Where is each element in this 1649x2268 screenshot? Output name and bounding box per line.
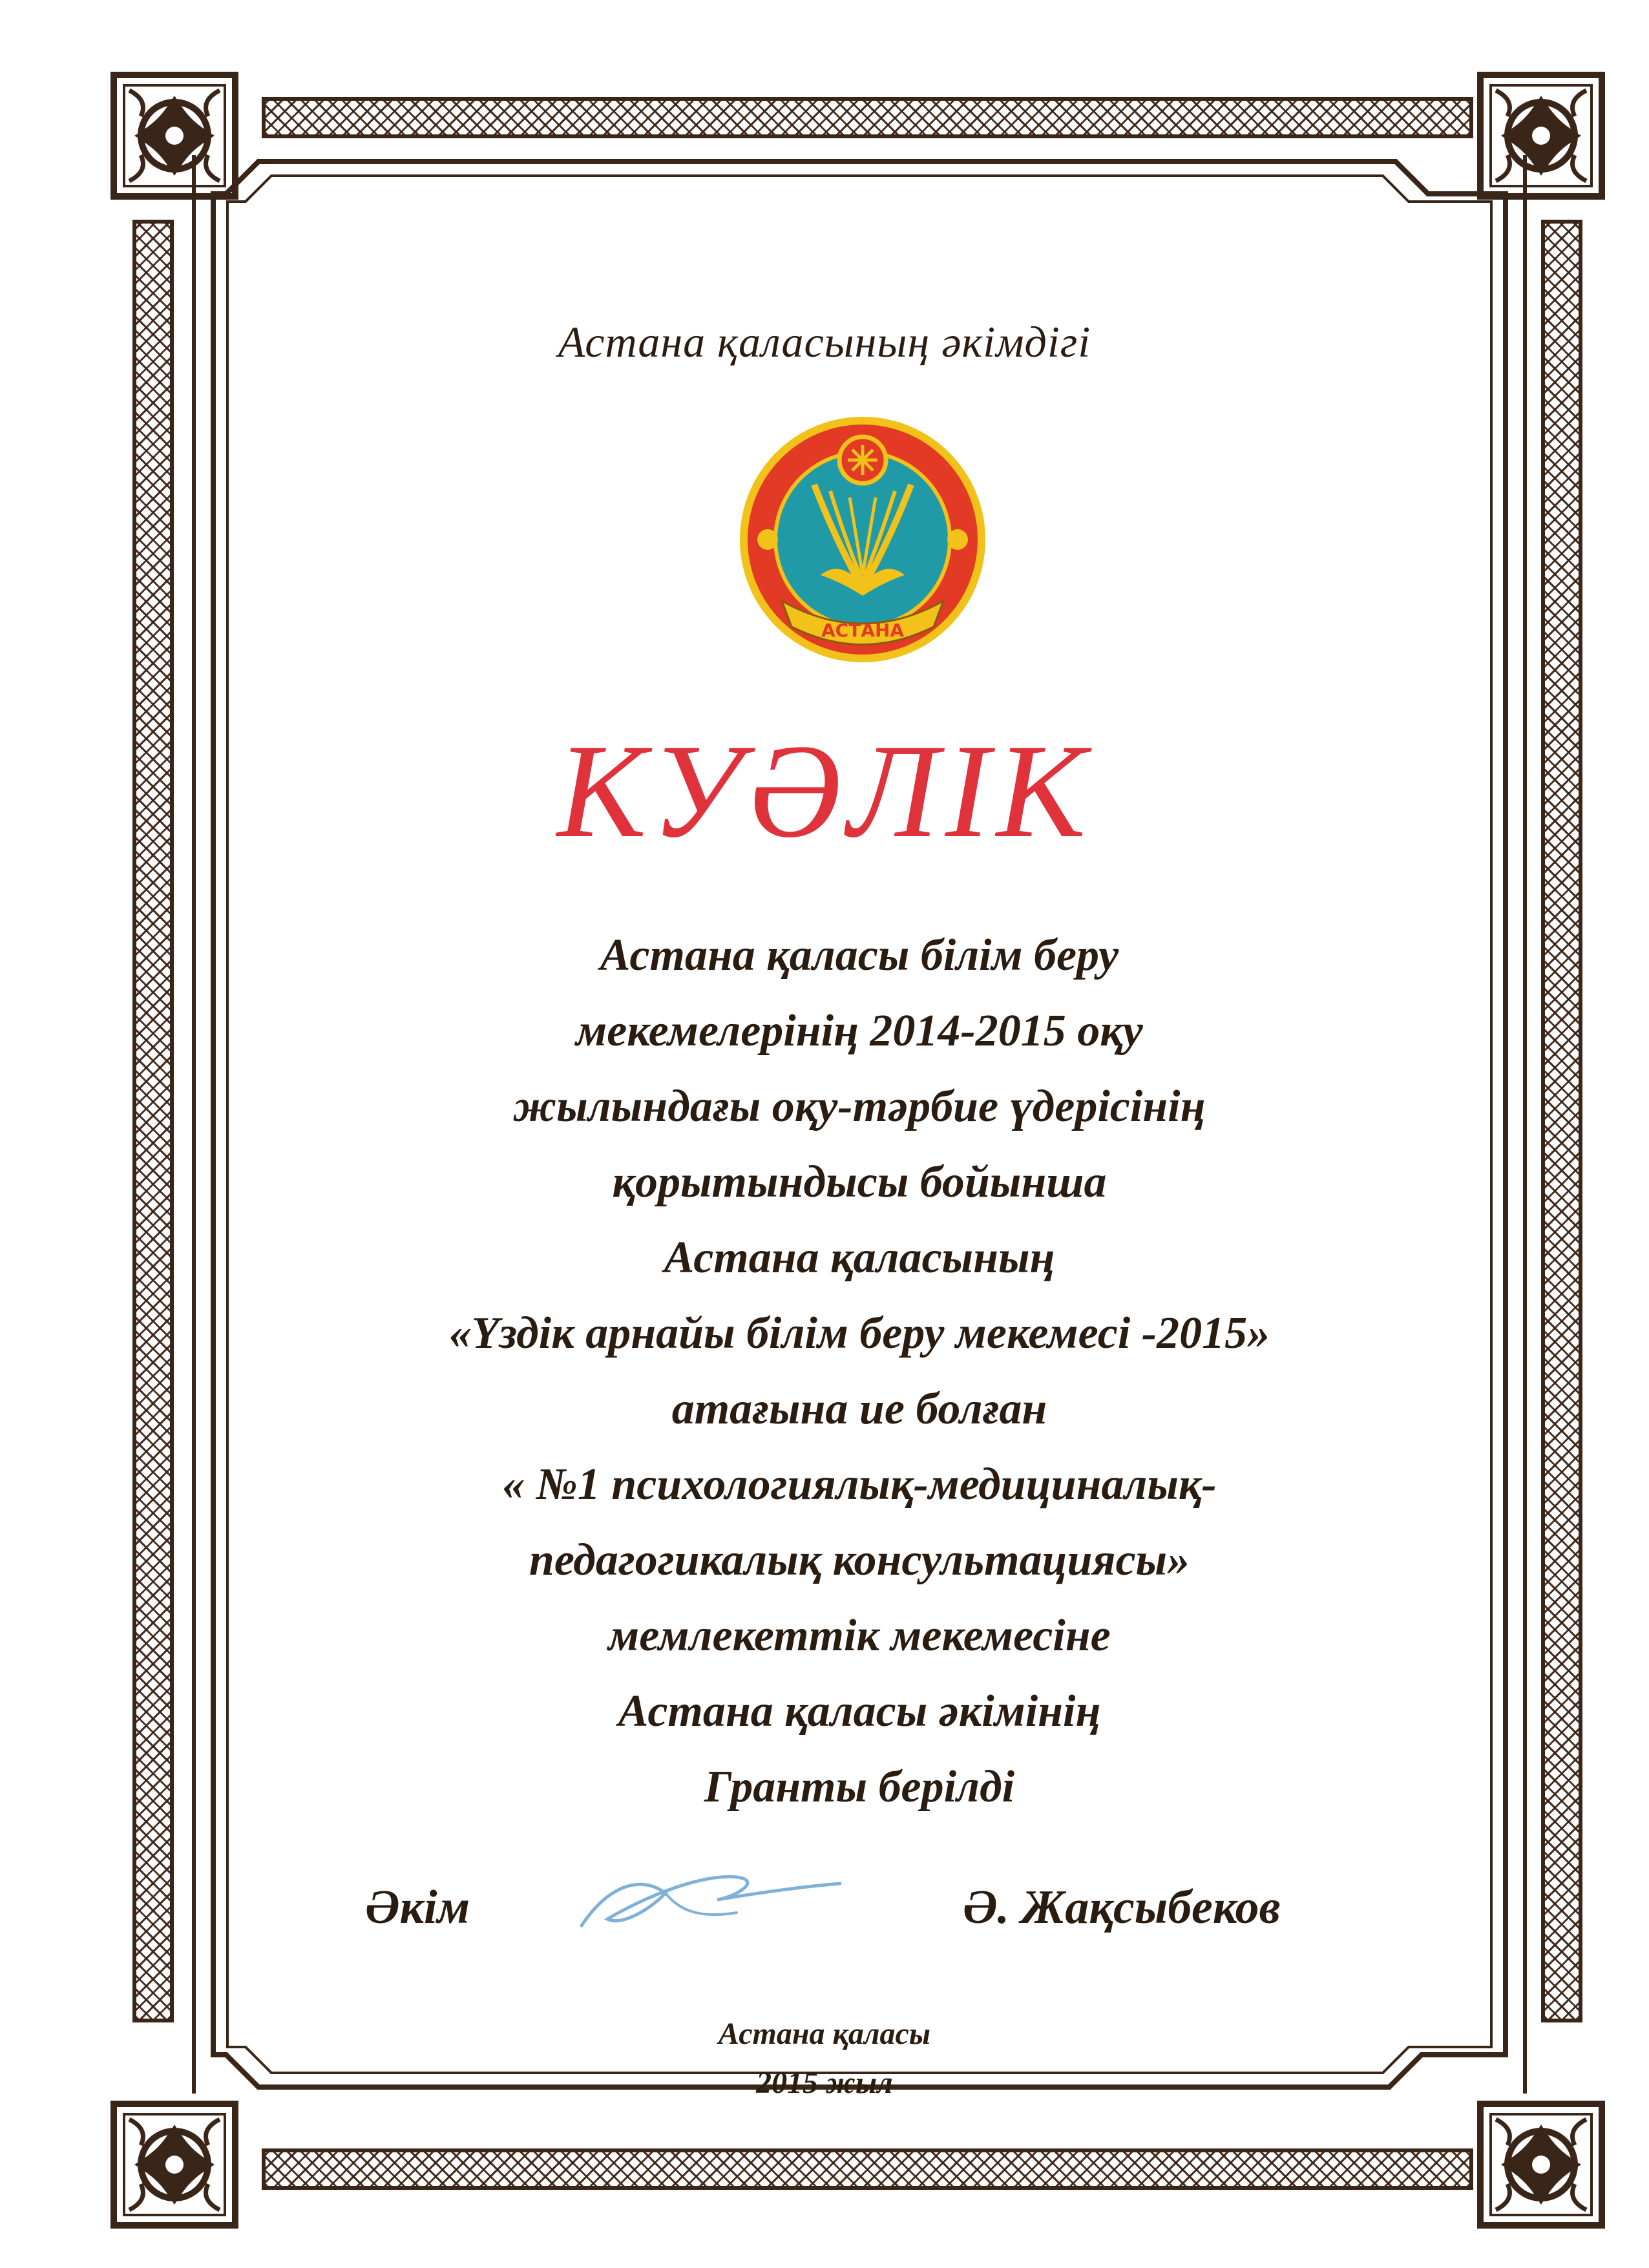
issue-place-date [0,2010,1649,2108]
body-line: мекемелерінің 2014-2015 оқу [576,1006,1143,1056]
signatory-name: Ә. Жақсыбеков [963,1881,1281,1934]
corner-ornament-bottom-left [110,2100,239,2229]
corner-ornament-top-left [110,71,239,200]
astana-emblem [737,414,989,666]
handwritten-signature [569,1848,853,1945]
body-line: атағына ие болған [671,1384,1047,1434]
issuer-header: Астана қаласының әкімдігі [558,317,1091,366]
issue-place: Астана қаласы [718,2017,931,2051]
body-line: педагогикалық консультациясы» [529,1535,1190,1585]
body-line: Гранты берілді [704,1762,1015,1812]
body-line: « №1 психологиялық-медициналық- [502,1460,1217,1509]
body-line: Астана қаласы білім беру [600,930,1119,980]
certificate-body [323,918,1396,1825]
body-line: жылындағы оқу-тәрбие үдерісінің [513,1082,1206,1131]
body-line: қорытындысы бойынша [612,1157,1107,1207]
signatory-title: Әкім [365,1881,470,1934]
body-line: Астана қаласының [664,1233,1055,1283]
certificate-title: КУӘЛІК [556,717,1093,865]
issue-year: 2015 жыл [756,2066,893,2100]
corner-ornament-top-right [1476,71,1606,200]
emblem-label: АСТАНА [821,620,905,641]
body-line: Астана қаласы әкімінің [618,1686,1101,1736]
body-line: «Үздік арнайы білім беру мекемесі -2015» [448,1308,1270,1358]
corner-ornament-bottom-right [1476,2100,1606,2229]
body-line: мемлекеттік мекемесіне [608,1611,1111,1661]
